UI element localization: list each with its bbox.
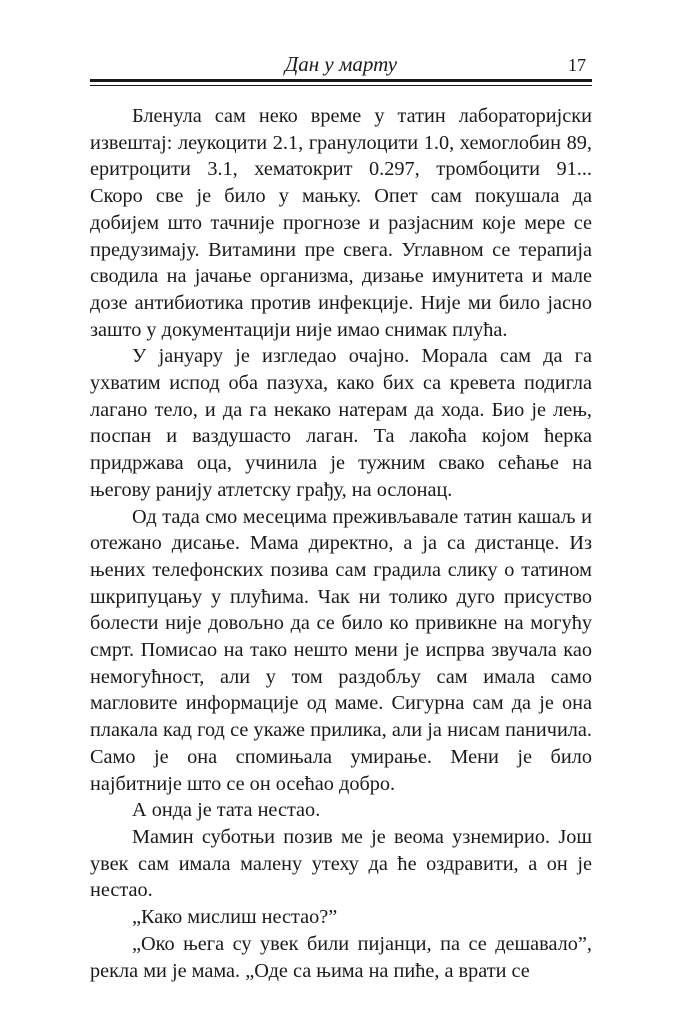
- paragraph: А онда је тата нестао.: [132, 799, 321, 822]
- paragraph: Бленула сам неко време у татин лабораторијски извештај: леукоцити 2.1, гранулоцити 1.0, хемоглобин 89, еритроцити 3.1, хематокрит 0.297, тромбоцити 91... Скоро све је било у мањку. Опет сам покушала да добијем што тачније прогнозе и разјасним које мере се предузимају. Витамини пре свега. Углавном се терапија сводила на јачање организма, дизање имунитета и мале дозе антибиотика против инфекције. Није ми било јасно зашто у документацији није имао снимак плућа.: [90, 105, 592, 341]
- body-text: [90, 103, 592, 984]
- header-rule-thin: [90, 85, 592, 86]
- paragraph: „Како мислиш нестао?”: [132, 906, 338, 929]
- page-number: 17: [568, 55, 586, 75]
- header-rule-thick: [90, 79, 592, 82]
- running-title: Дан у марту: [284, 52, 398, 76]
- paragraph: Мамин суботњи позив ме је веома узнемирио. Још увек сам имала малену утеху да ће оздравити, а он је нестао.: [90, 825, 592, 902]
- paragraph: Од тада смо месецима преживљавале татин кашаљ и отежано дисање. Мама директно, а ја са дистанце. Из њених телефонских позива сам градила слику о татином шкрипуцању у плућима. Чак ни толико дуго присуство болести није довољно да се било ко привикне на могућу смрт. Помисао на тако нешто мени је испрва звучала као немогућност, али у том раздобљу сам имала само магловите информације од маме. Сигурна сам да је она плакала кад год се укаже прилика, али ја нисам паничила. Само је она спомињала умирање. Мени је било најбитније што се он осећао добро.: [90, 505, 592, 795]
- paragraph: „Око њега су увек били пијанци, па се дешавало”, рекла ми је мама. „Оде са њима на пиће, а врати се: [90, 932, 592, 982]
- running-head: [90, 52, 592, 78]
- paragraph: У јануару је изгледао очајно. Морала сам да га ухватим испод оба пазуха, како бих са кревета подигла лагано тело, и да га некако натерам да хода. Био је лењ, поспан и ваздушасто лаган. Та лакоћа којом ћерка придржава оца, учинила је тужним свако сећање на његову ранију атлетску грађу, на ослонац.: [90, 345, 592, 501]
